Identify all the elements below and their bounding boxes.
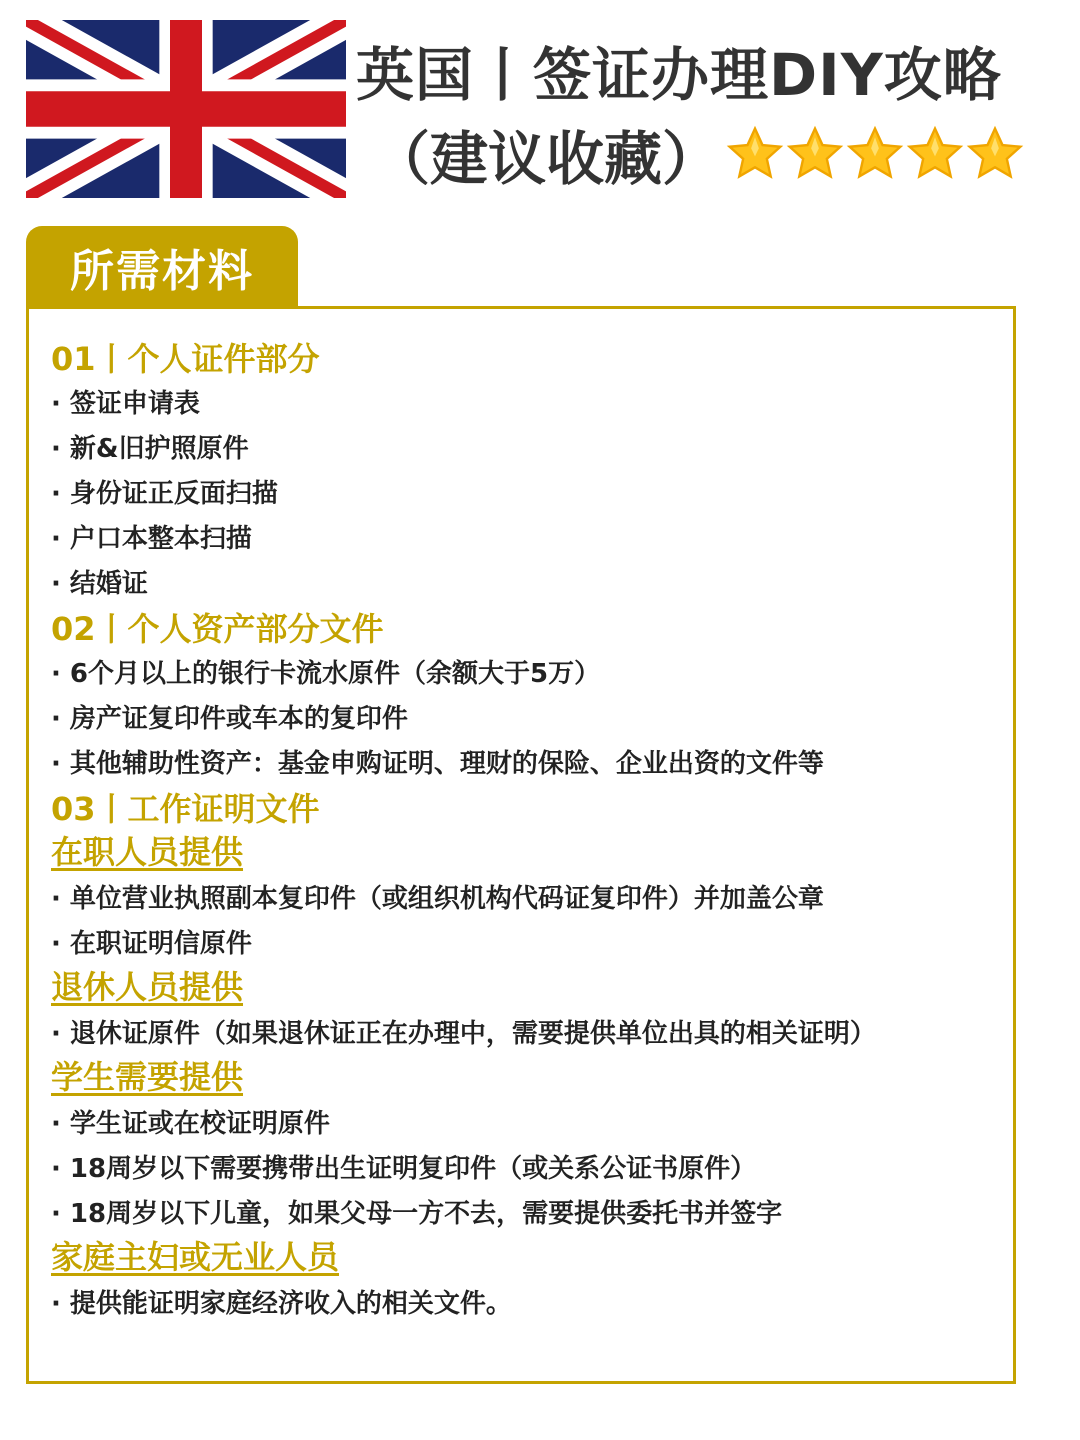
star-icon <box>966 125 1024 183</box>
section-tab-materials: 所需材料 <box>26 226 298 308</box>
star-icon <box>906 125 964 183</box>
star-icon <box>726 125 784 183</box>
list-item: · 6个月以上的银行卡流水原件（余额大于5万） <box>51 659 601 689</box>
uk-flag-icon <box>26 20 346 198</box>
subheading-retired: 退休人员提供 <box>51 968 244 1006</box>
subheading-employed: 在职人员提供 <box>51 833 244 871</box>
list-item: · 身份证正反面扫描 <box>51 479 278 509</box>
page-subtitle <box>372 112 1024 196</box>
subheading-students: 学生需要提供 <box>51 1058 244 1096</box>
star-rating <box>726 125 1024 183</box>
group-heading-personal-documents: 01丨个人证件部分 <box>51 340 320 378</box>
page-title: 英国丨签证办理DIY攻略 <box>356 41 1002 109</box>
star-icon <box>846 125 904 183</box>
list-item: · 在职证明信原件 <box>51 929 252 959</box>
list-item: · 签证申请表 <box>51 389 200 419</box>
subheading-homemakers-unemployed: 家庭主妇或无业人员 <box>51 1238 340 1276</box>
group-heading-employment-proof: 03丨工作证明文件 <box>51 790 320 828</box>
list-item: · 新&旧护照原件 <box>51 434 249 464</box>
list-item: · 学生证或在校证明原件 <box>51 1109 330 1139</box>
list-item: · 提供能证明家庭经济收入的相关文件。 <box>51 1289 512 1319</box>
materials-content-box <box>26 306 1016 1384</box>
list-item: · 18周岁以下儿童，如果父母一方不去，需要提供委托书并签字 <box>51 1199 783 1229</box>
page-subtitle-text: （建议收藏） <box>372 125 721 193</box>
list-item: · 房产证复印件或车本的复印件 <box>51 704 408 734</box>
list-item: · 18周岁以下需要携带出生证明复印件（或关系公证书原件） <box>51 1154 757 1184</box>
list-item: · 结婚证 <box>51 569 148 599</box>
group-heading-personal-assets: 02丨个人资产部分文件 <box>51 610 384 648</box>
list-item: · 其他辅助性资产：基金申购证明、理财的保险、企业出资的文件等 <box>51 749 824 779</box>
star-icon <box>786 125 844 183</box>
list-item: · 退休证原件（如果退休证正在办理中，需要提供单位出具的相关证明） <box>51 1019 876 1049</box>
list-item: · 单位营业执照副本复印件（或组织机构代码证复印件）并加盖公章 <box>51 884 824 914</box>
list-item: · 户口本整本扫描 <box>51 524 252 554</box>
